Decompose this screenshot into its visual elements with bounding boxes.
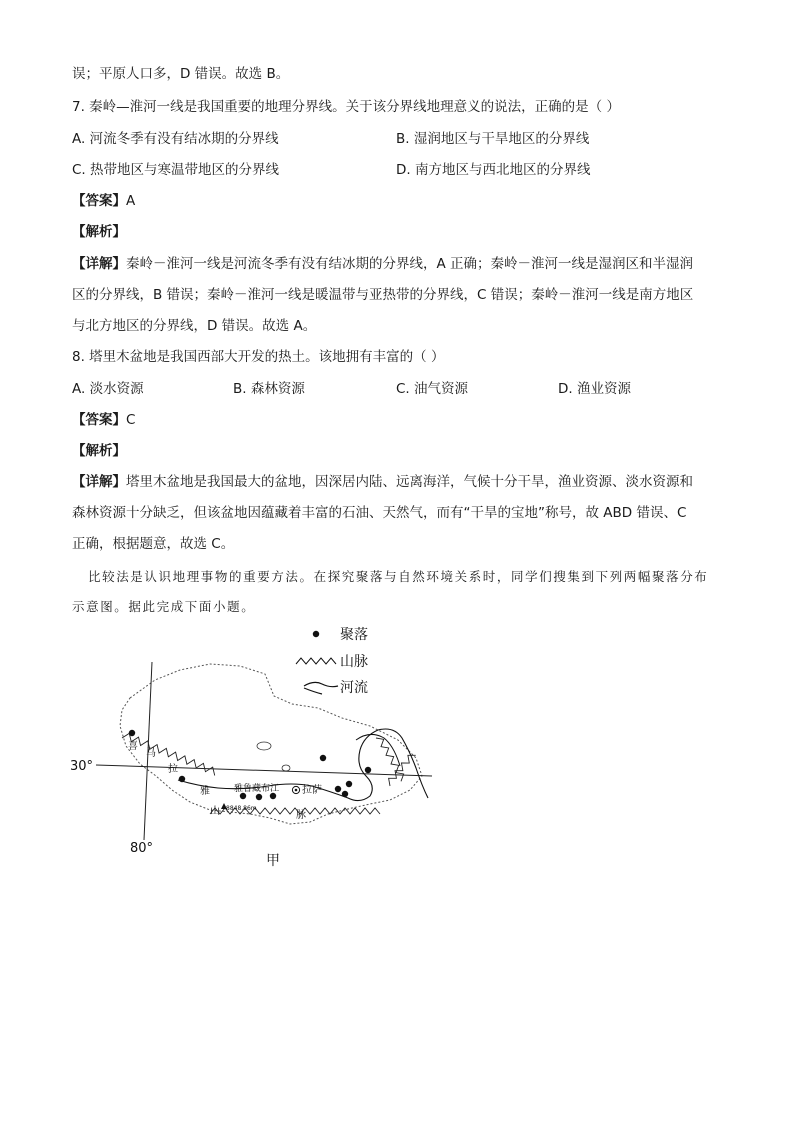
legend-river-icon xyxy=(304,682,338,686)
material-intro-line-2: 示意图。据此完成下面小题。 xyxy=(72,599,256,614)
q7-detail-line-1 xyxy=(72,254,693,274)
settlements xyxy=(129,730,371,809)
q8-option-b: B. 森林资源 xyxy=(233,381,305,397)
q8-detail-line-3: 正确，根据题意，故选 C。 xyxy=(72,536,235,552)
q8-answer-value: C xyxy=(126,412,136,428)
longitude-label: 80° xyxy=(130,841,154,856)
settlement-dot xyxy=(320,755,326,761)
legend-mountain-label: 山脉 xyxy=(340,654,368,670)
q7-detail-tag: 【详解】 xyxy=(72,256,126,272)
label-xi: 喜 xyxy=(128,741,138,752)
label-mai: 脉 xyxy=(296,810,306,821)
legend-river-label: 河流 xyxy=(340,680,368,696)
q7-detail-text-1: 秦岭－淮河一线是河流冬季有没有结冰期的分界线，A 正确；秦岭－淮河一线是湿润区和半湿润 xyxy=(126,256,694,272)
q8-option-a: A. 淡水资源 xyxy=(72,381,144,397)
q8-detail-line-2: 森林资源十分缺乏，但该盆地因蕴藏着丰富的石油、天然气，而有“干旱的宝地”称号，故 ABD 错误、C xyxy=(72,505,687,521)
latitude-label: 30° xyxy=(70,759,94,774)
q7-detail-line-2: 区的分界线，B 错误；秦岭－淮河一线是暖温带与亚热带的分界线，C 错误；秦岭－淮河一线是南方地区 xyxy=(72,287,694,303)
q7-option-a: A. 河流冬季有没有结冰期的分界线 xyxy=(72,131,279,147)
region-boundary xyxy=(120,664,422,824)
q8-option-d: D. 渔业资源 xyxy=(558,381,631,397)
settlement-dot xyxy=(335,786,341,792)
legend-settlement-icon xyxy=(313,631,319,637)
settlement-dot xyxy=(365,767,371,773)
settlement-dot xyxy=(342,791,348,797)
lake-icon xyxy=(282,765,290,771)
q8-answer-line xyxy=(72,410,135,430)
map-legend xyxy=(296,627,368,696)
q8-option-c: C. 油气资源 xyxy=(396,381,469,397)
map-caption: 甲 xyxy=(266,853,280,869)
settlement-dot xyxy=(346,781,352,787)
q7-answer-value: A xyxy=(126,193,136,209)
settlement-dot xyxy=(256,794,262,800)
q8-answer-tag: 【答案】 xyxy=(72,412,126,428)
q7-answer-line xyxy=(72,191,135,211)
q8-detail-text-1: 塔里木盆地是我国最大的盆地，因深居内陆、远离海洋，气候十分干旱，渔业资源、淡水资源和 xyxy=(126,474,693,490)
legend-settlement-label: 聚落 xyxy=(340,627,368,643)
label-ya: 雅 xyxy=(200,786,210,797)
material-intro-line-1: 比较法是认识地理事物的重要方法。在探究聚落与自然环境关系时，同学们搜集到下列两幅聚落分布 xyxy=(88,569,709,584)
label-shan: 山 xyxy=(210,806,220,817)
label-city: 拉萨 xyxy=(302,785,322,796)
label-ma: 马 xyxy=(146,748,156,759)
legend-mountain-icon xyxy=(296,658,336,664)
q8-analysis-tag: 【解析】 xyxy=(72,443,126,459)
q7-analysis-tag: 【解析】 xyxy=(72,224,126,240)
q7-detail-line-3: 与北方地区的分界线，D 错误。故选 A。 xyxy=(72,318,317,334)
q8-detail-tag: 【详解】 xyxy=(72,474,126,490)
label-peak-elevation: 8848.86m xyxy=(226,805,257,812)
settlement-dot xyxy=(129,730,135,736)
previous-answer-tail: 误；平原人口多，D 错误。故选 B。 xyxy=(72,66,290,82)
question-7-stem: 7. 秦岭—淮河一线是我国重要的地理分界线。关于该分界线地理意义的说法，正确的是（ ） xyxy=(72,99,620,115)
q7-option-b: B. 湿润地区与干旱地区的分界线 xyxy=(396,131,590,147)
q7-answer-tag: 【答案】 xyxy=(72,193,126,209)
label-river-name: 雅鲁藏布江 xyxy=(234,784,280,794)
lake-icon xyxy=(257,742,271,750)
settlement-dot xyxy=(179,776,185,782)
settlement-distribution-map xyxy=(60,618,480,878)
q7-option-d: D. 南方地区与西北地区的分界线 xyxy=(396,162,591,178)
q7-option-c: C. 热带地区与寒温带地区的分界线 xyxy=(72,162,280,178)
latitude-line-30 xyxy=(96,765,432,776)
label-la: 拉 xyxy=(168,764,178,775)
question-8-stem: 8. 塔里木盆地是我国西部大开发的热土。该地拥有丰富的（ ） xyxy=(72,349,445,365)
q8-detail-line-1 xyxy=(72,472,693,492)
